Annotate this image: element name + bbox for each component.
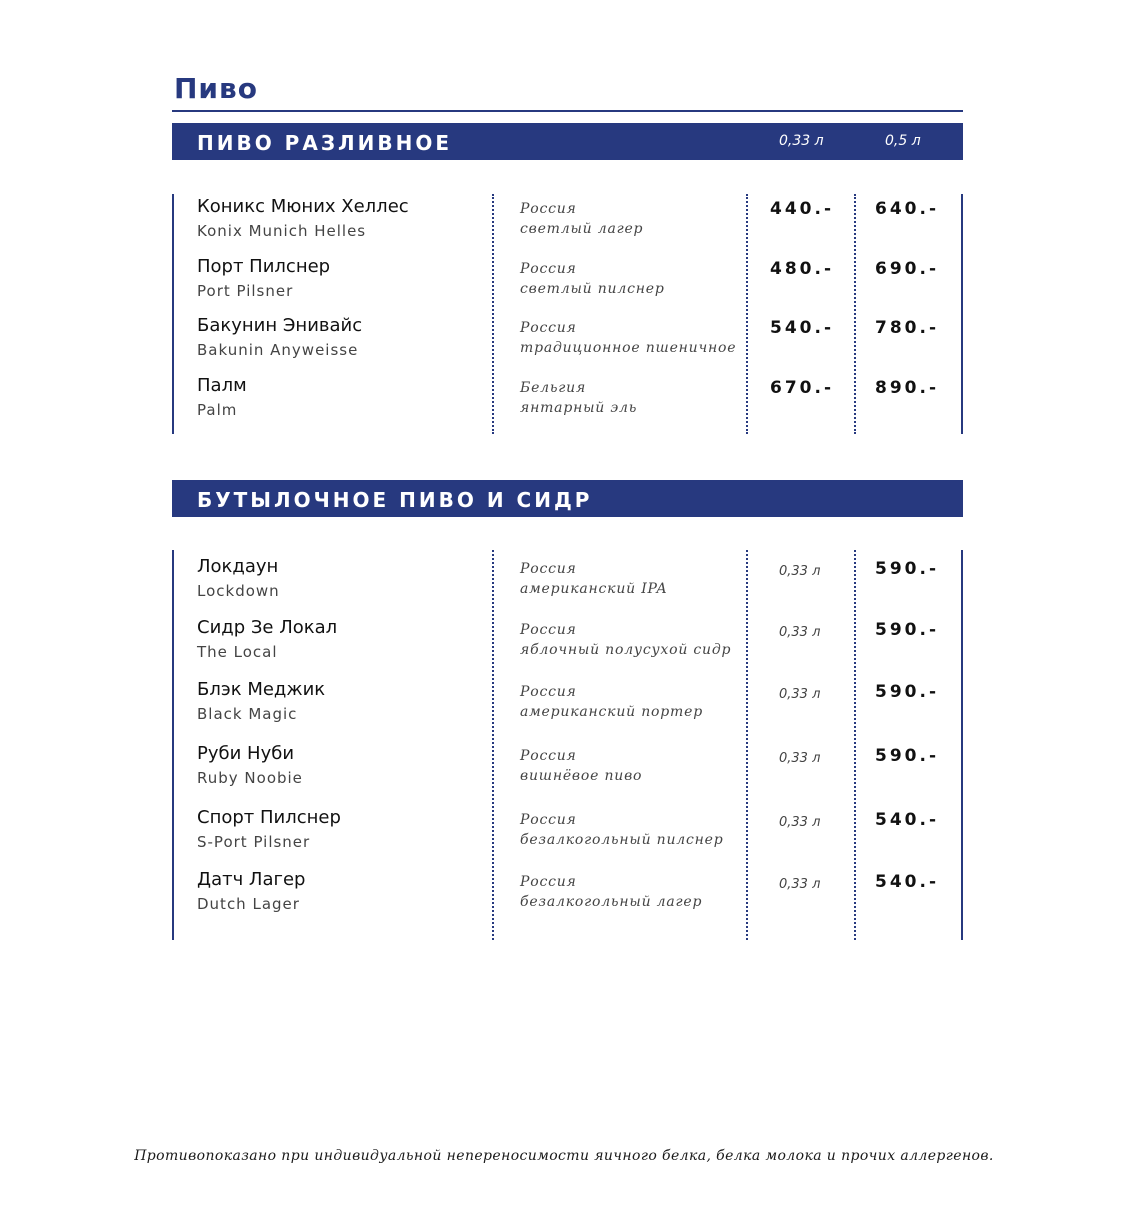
- bottle-volume: 0,33 л: [779, 815, 821, 830]
- bottle-price: 590.-: [875, 746, 939, 766]
- price-large: 690.-: [875, 259, 939, 279]
- beer-name-en: S-Port Pilsner: [197, 833, 311, 851]
- bottle-volume: 0,33 л: [779, 564, 821, 579]
- price-large: 890.-: [875, 378, 939, 398]
- draft-volume-large-label: 0,5 л: [885, 133, 921, 149]
- price-large: 640.-: [875, 199, 939, 219]
- beer-name-en: Port Pilsner: [197, 282, 294, 300]
- beer-name-ru: Спорт Пилснер: [197, 807, 341, 828]
- menu-row: [172, 315, 963, 375]
- menu-row: [172, 679, 963, 739]
- beer-name-en: Konix Munich Helles: [197, 222, 367, 240]
- beer-name-en: Ruby Noobie: [197, 769, 303, 787]
- beer-name-ru: Порт Пилснер: [197, 256, 331, 277]
- beer-name-ru: Палм: [197, 375, 247, 396]
- beer-name-ru: Руби Нуби: [197, 743, 295, 764]
- beer-name-ru: Блэк Меджик: [197, 679, 326, 700]
- menu-row: [172, 617, 963, 677]
- bottle-price: 590.-: [875, 559, 939, 579]
- beer-style: американский IPA: [520, 581, 668, 597]
- beer-country: Россия: [520, 748, 577, 764]
- bottle-price: 540.-: [875, 872, 939, 892]
- beer-name-en: Lockdown: [197, 582, 280, 600]
- beer-style: яблочный полусухой сидр: [520, 642, 732, 658]
- price-small: 440.-: [770, 199, 834, 219]
- beer-style: светлый пилснер: [520, 281, 665, 297]
- beer-name-en: Palm: [197, 401, 238, 419]
- menu-row: [172, 556, 963, 616]
- draft-section-header: [172, 123, 963, 160]
- bottled-table: [172, 550, 963, 940]
- beer-style: янтарный эль: [520, 400, 638, 416]
- bottled-section-title: БУТЫЛОЧНОЕ ПИВО И СИДР: [197, 488, 593, 512]
- beer-name-en: The Local: [197, 643, 278, 661]
- price-small: 540.-: [770, 318, 834, 338]
- menu-row: [172, 196, 963, 256]
- menu-row: [172, 256, 963, 316]
- draft-table: [172, 194, 963, 434]
- beer-style: американский портер: [520, 704, 703, 720]
- beer-country: Россия: [520, 261, 577, 277]
- beer-style: безалкогольный пилснер: [520, 832, 724, 848]
- beer-country: Россия: [520, 812, 577, 828]
- bottle-price: 540.-: [875, 810, 939, 830]
- bottle-volume: 0,33 л: [779, 877, 821, 892]
- price-small: 670.-: [770, 378, 834, 398]
- bottled-section-header: [172, 480, 963, 517]
- beer-country: Россия: [520, 684, 577, 700]
- draft-section-title: ПИВО РАЗЛИВНОЕ: [197, 131, 453, 155]
- beer-name-en: Black Magic: [197, 705, 298, 723]
- beer-country: Россия: [520, 622, 577, 638]
- bottle-price: 590.-: [875, 620, 939, 640]
- allergen-disclaimer: Противопоказано при индивидуальной непереносимости яичного белка, белка молока и прочих аллергенов.: [134, 1148, 994, 1164]
- menu-row: [172, 869, 963, 929]
- beer-country: Россия: [520, 201, 577, 217]
- beer-name-en: Dutch Lager: [197, 895, 300, 913]
- beer-name-ru: Бакунин Энивайс: [197, 315, 363, 336]
- beer-style: традиционное пшеничное: [520, 340, 737, 356]
- bottle-price: 590.-: [875, 682, 939, 702]
- draft-volume-small-label: 0,33 л: [779, 133, 824, 149]
- beer-country: Россия: [520, 874, 577, 890]
- beer-country: Россия: [520, 320, 577, 336]
- price-small: 480.-: [770, 259, 834, 279]
- bottle-volume: 0,33 л: [779, 687, 821, 702]
- beer-name-ru: Датч Лагер: [197, 869, 306, 890]
- beer-style: безалкогольный лагер: [520, 894, 703, 910]
- beer-name-ru: Коникс Мюних Хеллес: [197, 196, 409, 217]
- menu-row: [172, 375, 963, 435]
- beer-name-ru: Локдаун: [197, 556, 279, 577]
- beer-country: Россия: [520, 561, 577, 577]
- page-title: Пиво: [174, 72, 259, 105]
- price-large: 780.-: [875, 318, 939, 338]
- beer-style: светлый лагер: [520, 221, 644, 237]
- beer-country: Бельгия: [520, 380, 587, 396]
- menu-row: [172, 807, 963, 867]
- bottle-volume: 0,33 л: [779, 751, 821, 766]
- menu-row: [172, 743, 963, 803]
- title-divider: [172, 110, 963, 112]
- beer-style: вишнёвое пиво: [520, 768, 643, 784]
- bottle-volume: 0,33 л: [779, 625, 821, 640]
- beer-name-ru: Сидр Зе Локал: [197, 617, 338, 638]
- beer-name-en: Bakunin Anyweisse: [197, 341, 359, 359]
